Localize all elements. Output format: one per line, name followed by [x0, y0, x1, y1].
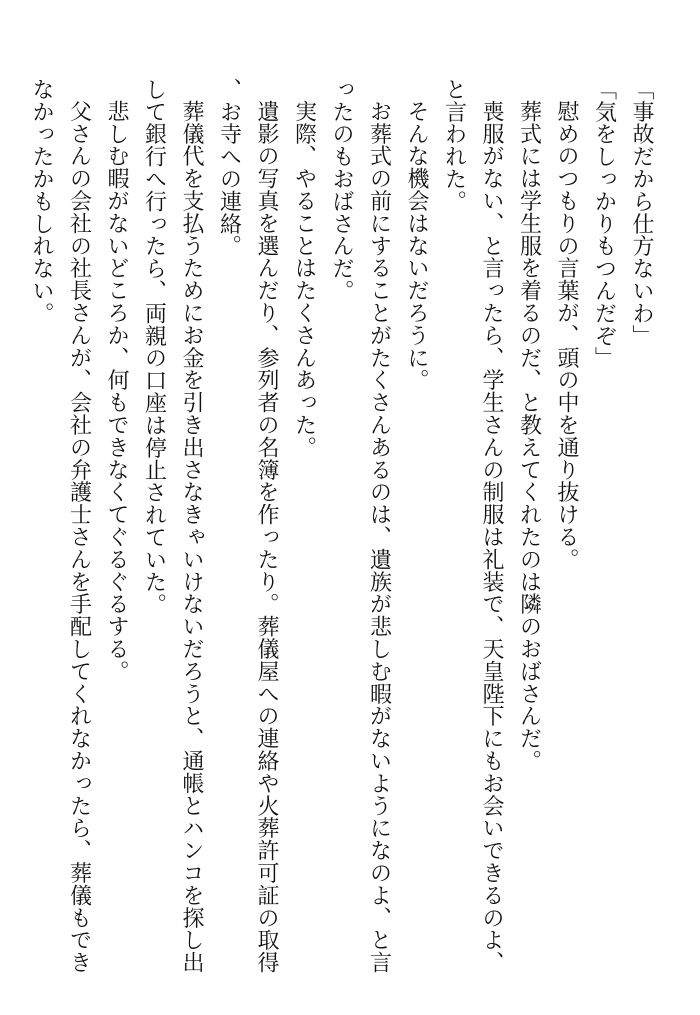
paragraph-no-opportunity: そんな機会はないだろうに。: [404, 100, 429, 392]
paragraph-mourning-clothes-end: われた。: [441, 122, 467, 213]
paragraph-mourning-clothes: [435, 78, 510, 978]
paragraph-no-time-to-grieve: 悲しむ暇がないどころか、何もできなくてぐるぐるする。: [104, 100, 129, 683]
paragraph-school-uniform: 葬式には学生服を着るのだ、と教えてくれたのは隣のおばさんだ。: [516, 100, 542, 772]
dialogue-line-1: 「事故だから仕方ないわ」: [629, 78, 654, 347]
dialogue-line-2: 「気をしっかりもつんだぞ」: [591, 78, 617, 370]
paragraph-mourning-clothes-start: 喪服がない、と言ったら、学生さんの制服は礼装で、天皇陛下にもお会いできるのよ、と言: [441, 78, 504, 974]
paragraph-funeral-tasks: お葬式の前にすることがたくさんあるのは、遺族が悲しむ暇がないようになのよ、と言ったのもおばさんだ。: [329, 78, 392, 974]
paragraph-preparations: 遺影の写真を選んだり、参列者の名簿を作ったり。葬儀屋への連絡や火葬許可証の取得、お寺への連絡。: [216, 78, 279, 974]
paragraph-consolation: 慰めのつもりの言葉が、頭の中を通り抜ける。: [554, 100, 579, 571]
paragraph-bank: 葬儀代を支払うためにお金を引き出さなきゃいけないだろうと、通帳とハンコを探し出して銀行へ行ったら、両親の口座は停止されていた。: [141, 78, 204, 974]
paragraph-many-things: 実際、やることはたくさんあった。: [291, 100, 317, 459]
paragraph-company-president: 父さんの会社の社長さんが、会社の弁護士さんを手配してくれなかったら、葬儀もできなかったかもしれない。: [29, 78, 92, 974]
vertical-text-body: [23, 78, 661, 978]
